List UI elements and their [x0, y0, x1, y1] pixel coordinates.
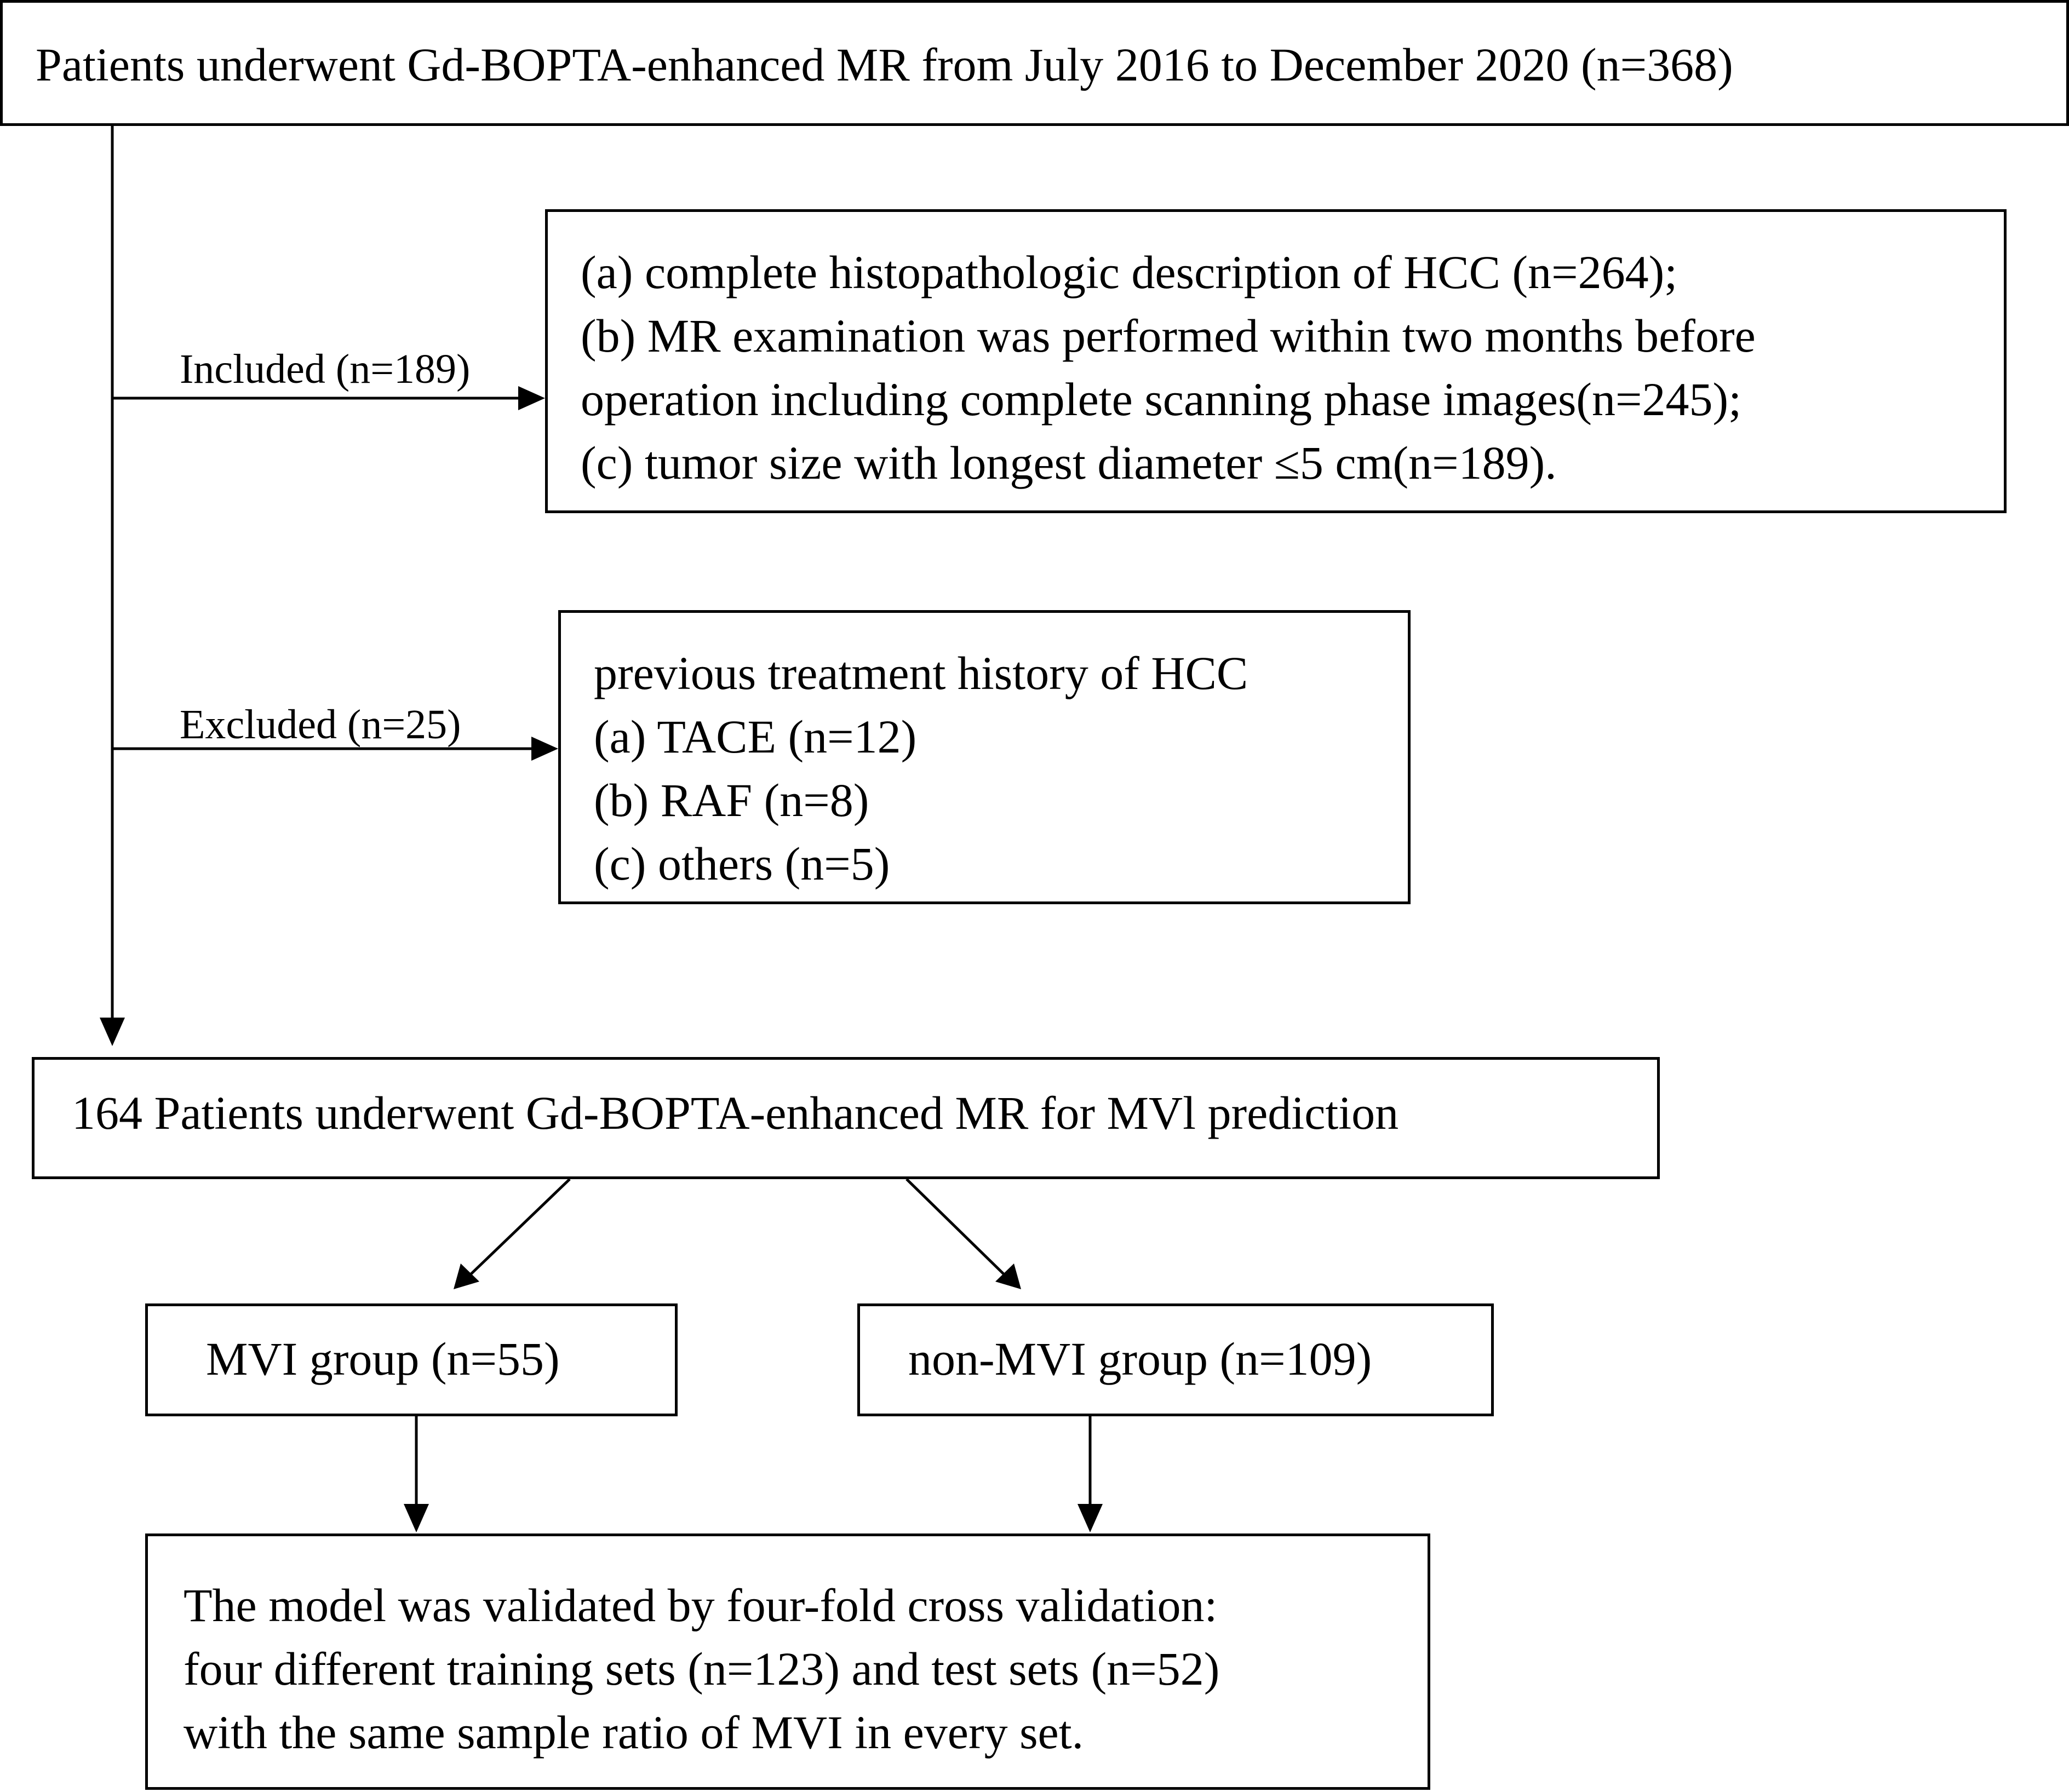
left-diagonal-line	[471, 1179, 570, 1274]
arrowhead-non-mvi-down	[1078, 1504, 1103, 1532]
excluded-box	[558, 610, 1411, 904]
excluded-label: Excluded (n=25)	[180, 702, 461, 748]
arrowhead-main-down	[100, 1018, 125, 1046]
excluded-line: (a) TACE (n=12)	[594, 710, 917, 763]
bottom-box	[145, 1533, 1430, 1790]
arrowhead-left-diagonal	[454, 1263, 479, 1289]
included-box	[545, 209, 2007, 513]
arrowhead-included	[518, 386, 545, 410]
top-box	[0, 0, 2069, 126]
arrowhead-excluded	[531, 737, 558, 761]
bottom-line: with the same sample ratio of MVI in every set.	[184, 1706, 1084, 1759]
non-mvi-group-text: non-MVI group (n=109)	[908, 1332, 1372, 1385]
middle-box	[32, 1057, 1660, 1179]
mvi-group-text: MVI group (n=55)	[206, 1332, 560, 1385]
arrowhead-right-diagonal	[995, 1263, 1021, 1289]
mvi-group-box	[145, 1303, 678, 1416]
non-mvi-group-box	[857, 1303, 1494, 1416]
included-line: (b) MR examination was performed within two months before	[581, 309, 1756, 362]
excluded-line: (b) RAF (n=8)	[594, 774, 869, 826]
bottom-line: The model was validated by four-fold cross validation:	[184, 1579, 1218, 1632]
included-label: Included (n=189)	[180, 346, 471, 392]
middle-box-text: 164 Patients underwent Gd-BOPTA-enhanced MR for MVl prediction	[72, 1087, 1399, 1139]
included-line: operation including complete scanning phase images(n=245);	[581, 373, 1742, 426]
included-line: (c) tumor size with longest diameter ≤5 cm(n=189).	[581, 436, 1557, 489]
bottom-line: four different training sets (n=123) and test sets (n=52)	[184, 1642, 1220, 1695]
top-box-text: Patients underwent Gd-BOPTA-enhanced MR from July 2016 to December 2020 (n=368)	[36, 38, 1733, 91]
right-diagonal-line	[907, 1179, 1004, 1274]
arrowhead-mvi-down	[404, 1504, 429, 1532]
excluded-line: (c) others (n=5)	[594, 837, 890, 890]
included-line: (a) complete histopathologic description of HCC (n=264);	[581, 246, 1678, 298]
excluded-line: previous treatment history of HCC	[594, 647, 1248, 699]
